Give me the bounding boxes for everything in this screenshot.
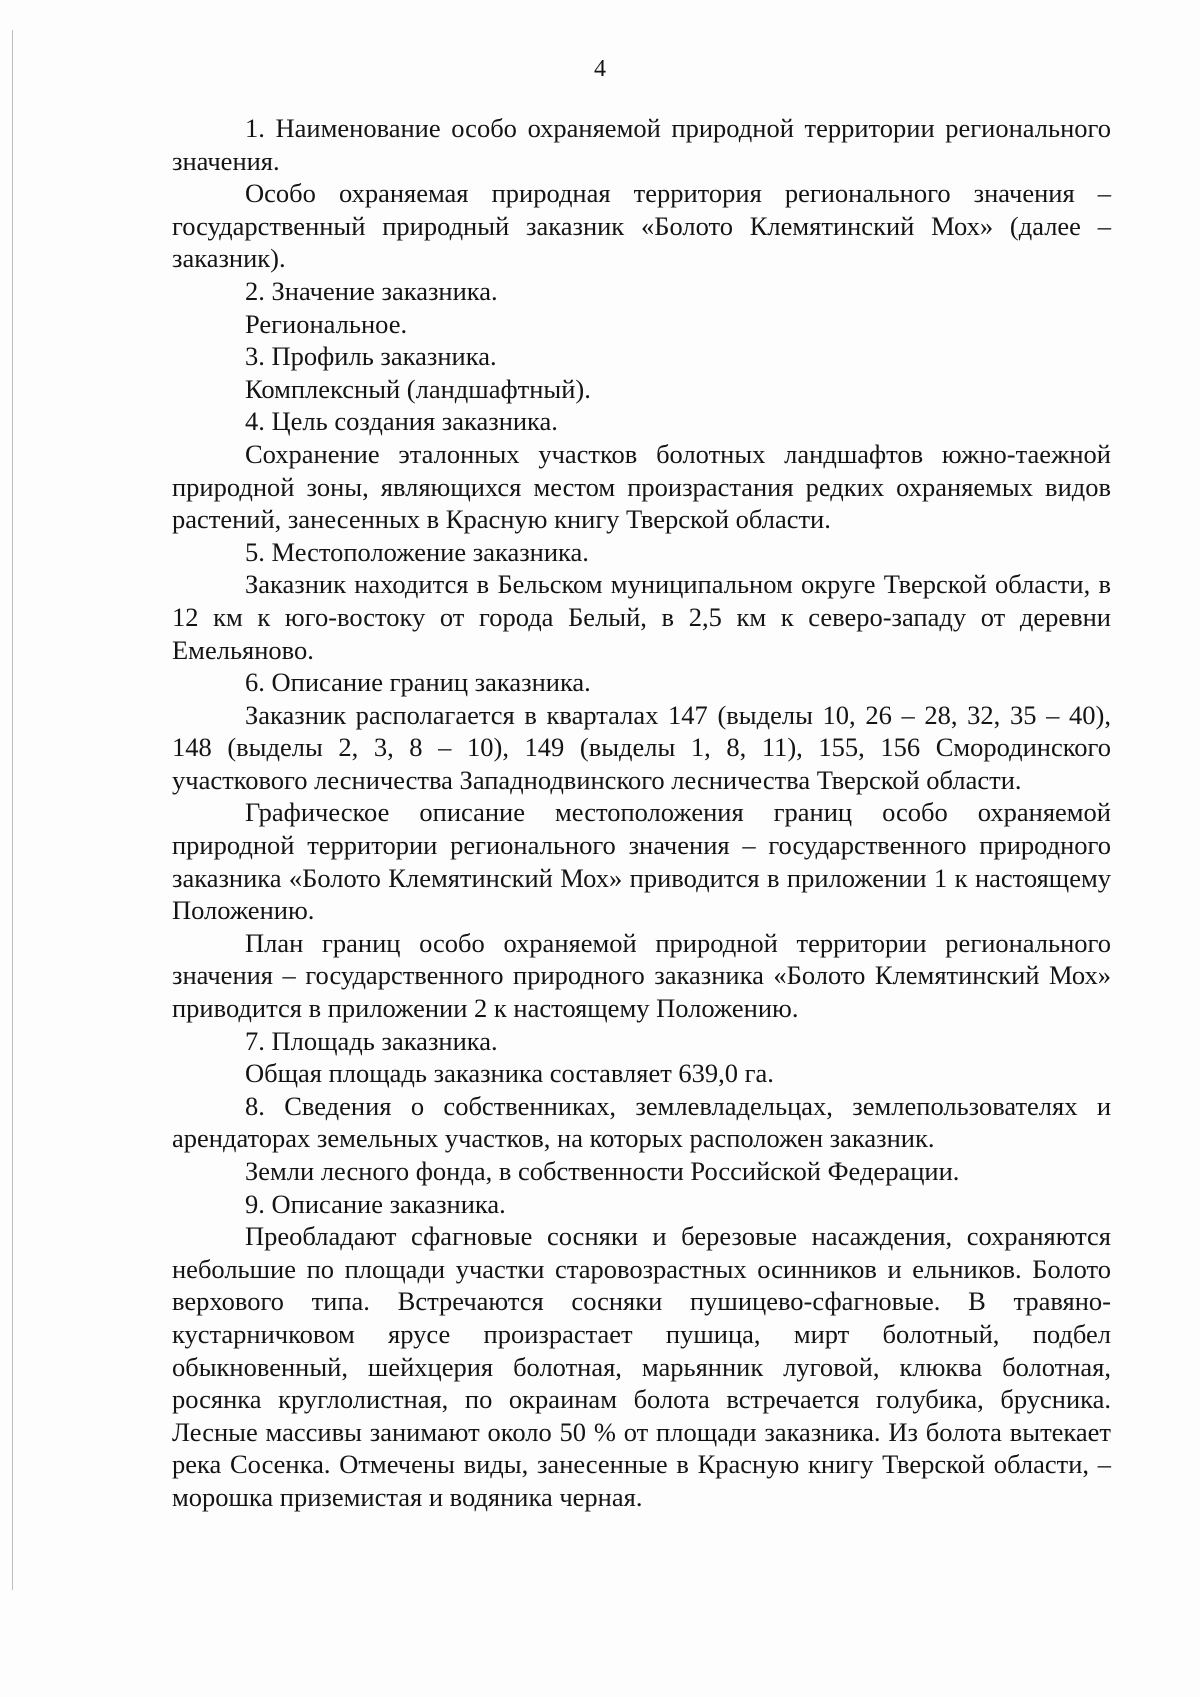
section-heading-area: 7. Площадь заказника. [245, 1025, 498, 1056]
section-text-boundaries-graphic: Графическое описание местоположения границ особо охраняемой природной территории регионального значения – государственного природного заказника «Болото Клемятинский Мох» приводится в приложении 1 к настоящему Положению. [172, 797, 1111, 926]
section-text-significance: Региональное. [245, 308, 408, 339]
section-heading-boundaries: 6. Описание границ заказника. [245, 667, 591, 698]
section-text-boundaries: Заказник располагается в кварталах 147 (выделы 10, 26 – 28, 32, 35 – 40), 148 (выделы 2, 3, 8 – 10), 149 (выделы 1, 8, 11), 155, 156 Смородинского участкового лесничества Западнодвинского лесничества Тверской области. [172, 699, 1111, 795]
section-text-profile: Комплексный (ландшафтный). [245, 373, 591, 404]
section-heading-purpose: 4. Цель создания заказника. [245, 406, 558, 437]
section-text-boundaries-plan: План границ особо охраняемой природной территории регионального значения – государственного природного заказника «Болото Клемятинский Мох» приводится в приложении 2 к настоящему Положению. [172, 927, 1111, 1024]
section-heading-significance: 2. Значение заказника. [245, 275, 498, 306]
section-heading-profile: 3. Профиль заказника. [245, 341, 497, 372]
scan-edge-line [12, 30, 13, 1590]
page-number: 4 [594, 56, 606, 82]
section-text-owners: Земли лесного фонда, в собственности Российской Федерации. [245, 1156, 960, 1186]
section-text-location: Заказник находится в Бельском муниципальном округе Тверской области, в 12 км к юго-востоку от города Белый, в 2,5 км к северо-западу от деревни Емельяново. [172, 569, 1111, 665]
section-heading-description: 9. Описание заказника. [245, 1188, 506, 1219]
section-heading-name: 1. Наименование особо охраняемой природной территории регионального значения. [172, 113, 1111, 176]
document-body [172, 112, 1111, 1514]
section-text-description: Преобладают сфагновые сосняки и березовые насаждения, сохраняются небольшие по площади участки старовозрастных осинников и ельников. Болото верхового типа. Встречаются сосняки пушицево-сфагновые. В травяно-кустарничковом ярусе произрастает пушица, мирт болотный, подбел обыкновенный, шейхцерия болотная, марьянник луговой, клюква болотная, росянка круглолистная, по окраинам болота встречается голубика, брусника. Лесные массивы занимают около 50 % от площади заказника. Из болота вытекает река Сосенка. Отмечены виды, занесенные в Красную книгу Тверской области, – морошка приземистая и водяника черная. [172, 1221, 1111, 1512]
section-text-area: Общая площадь заказника составляет 639,0 га. [245, 1058, 774, 1089]
section-text-purpose: Сохранение эталонных участков болотных ландшафтов южно-таежной природной зоны, являющихся местом произрастания редких охраняемых видов растений, занесенных в Красную книгу Тверской области. [172, 438, 1111, 535]
section-heading-location: 5. Местоположение заказника. [245, 536, 589, 567]
section-heading-owners: 8. Сведения о собственниках, землевладельцах, землепользователях и арендаторах земельных участков, на которых расположен заказник. [172, 1090, 1111, 1154]
section-text-name: Особо охраняемая природная территория регионального значения – государственный природный заказник «Болото Клемятинский Мох» (далее – заказник). [172, 178, 1111, 274]
